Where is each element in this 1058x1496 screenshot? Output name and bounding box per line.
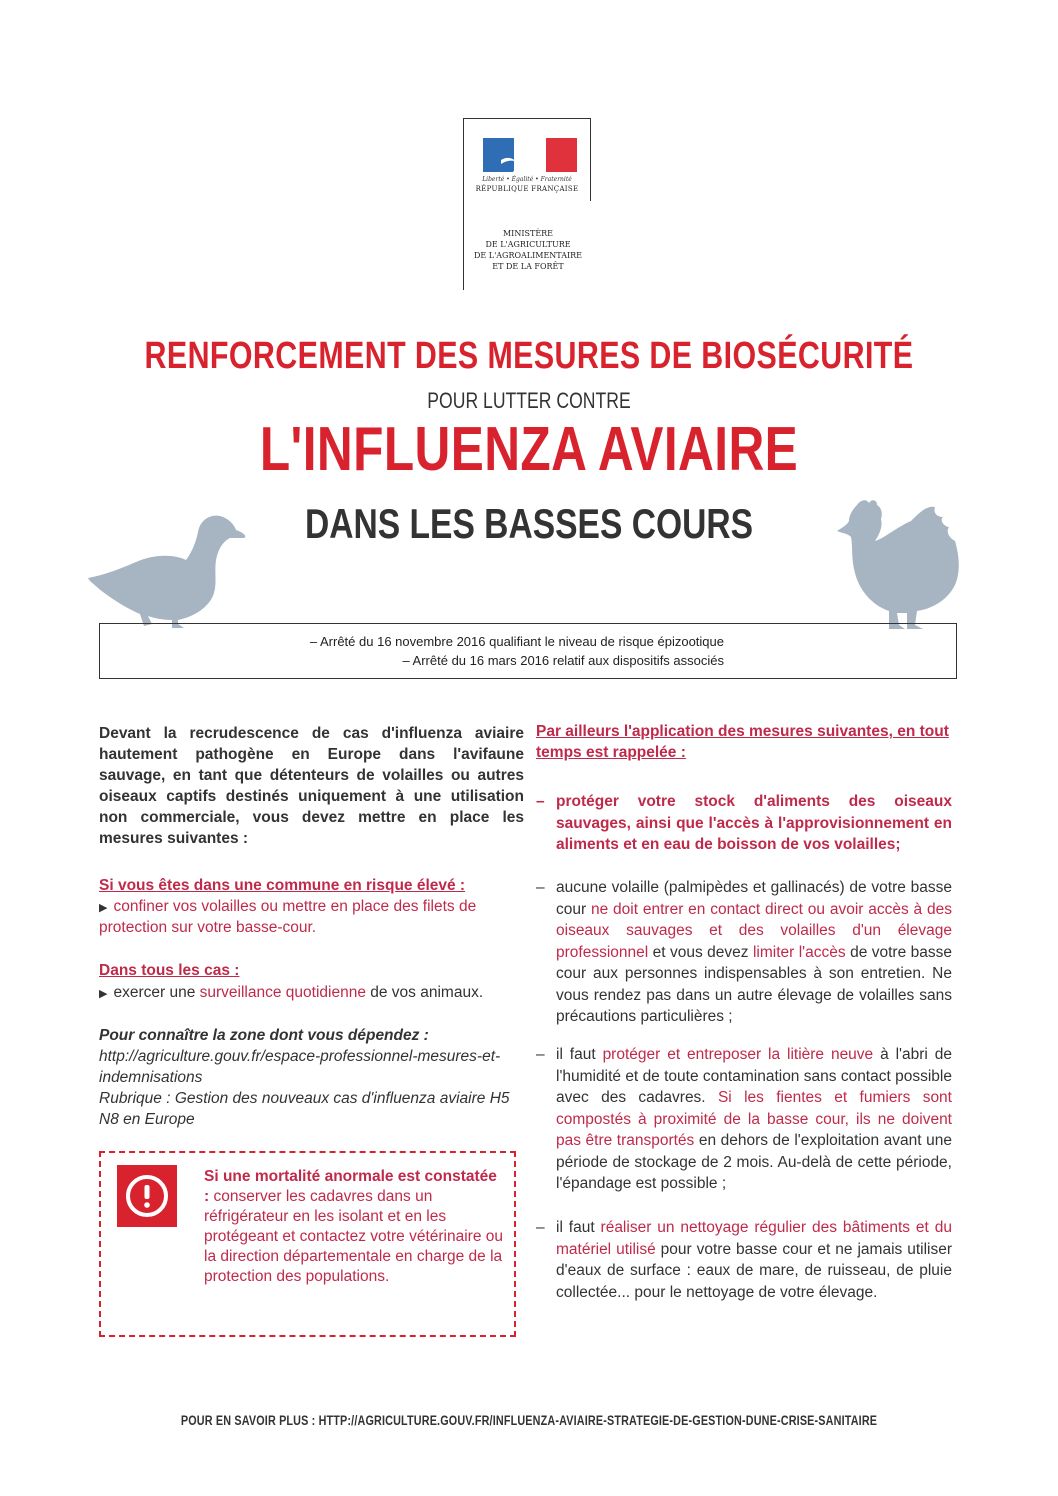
title-pour-lutter: POUR LUTTER CONTRE [427, 388, 631, 413]
right-heading: Par ailleurs l'application des mesures suivantes, en tout temps est rappelée : [536, 723, 949, 761]
arretes-box [99, 623, 957, 679]
title-biosecurite: RENFORCEMENT DES MESURES DE BIOSÉCURITÉ [144, 335, 914, 377]
zone-rubrique: Rubrique : Gestion des nouveaux cas d'influenza aviaire H5 N8 en Europe [99, 1090, 510, 1128]
measure-3c: à l'abri de l'humidité et de toute contamination sans contact possible avec des cadavres. [556, 1046, 953, 1106]
measure-4c: pour votre basse cour et ne jamais utiliser d'eaux de surface : eaux de mare, de ruisseau, de pluie collectée... pour le nettoyage de votre élevage. [556, 1240, 952, 1301]
ministere-line: DE L'AGROALIMENTAIRE [473, 251, 583, 260]
exclamation-icon [117, 1165, 177, 1227]
alert-text [204, 1167, 504, 1287]
right-column [536, 721, 953, 1301]
hen-icon [827, 497, 967, 629]
tous-item [99, 983, 483, 1004]
title-basses-cours: DANS LES BASSES COURS [304, 500, 754, 547]
measure-2d: limiter l'accès [752, 943, 846, 961]
risque-item-text: confiner vos volailles ou mettre en place des filets de protection sur votre basse-cour. [99, 898, 477, 936]
measure-item: – il faut protéger et entreposer la litière neuve à l'abri de l'humidité et de toute contamination sans contact possible avec des cadavres. Si les fientes et fumiers sont compostés à proximité de la basse cour, ils ne doivent pas être transportés en dehors de l'exploitation avant une période de stockage de 2 mois. Au-delà de cette période, l'épandage est possible ; [536, 1046, 953, 1192]
logo-ministere [465, 228, 591, 272]
title-influenza: L'INFLUENZA AVIAIRE [259, 415, 799, 484]
zone-info [99, 1025, 524, 1130]
zone-url[interactable]: http://agriculture.gouv.fr/espace-professionnel-mesures-et-indemnisations [99, 1048, 501, 1086]
measure-2b: ne doit entrer en contact direct ou avoir accès à des oiseaux sauvages et des volailles d'un élevage professionnel [556, 900, 952, 961]
ministere-line: MINISTÈRE [502, 229, 554, 238]
zone-heading: Pour connaître la zone dont vous dépendez : [99, 1027, 429, 1044]
ministry-logo [463, 118, 591, 288]
measure-2e: de votre basse cour aux personnes indispensables à son entretien. Ne vous rendez pas dans un autre élevage de volailles sans précautions particulières ; [556, 943, 953, 1025]
logo-devise: Liberté • Égalité • Fraternité [482, 176, 572, 183]
alert-bold: Si une mortalité anormale est constatée : [204, 1168, 497, 1205]
measure-item: – il faut réaliser un nettoyage régulier des bâtiments et du matériel utilisé pour votre basse cour et ne jamais utiliser d'eaux de surface : eaux de mare, de ruisseau, de pluie collectée... pour le nettoyage de votre élevage. [536, 1219, 952, 1301]
tous-item-c: de vos animaux. [365, 984, 484, 1001]
arrow-bullet-icon: ▶ [99, 988, 108, 1000]
left-column [99, 723, 524, 1128]
measure-3d: Si les fientes et fumiers sont compostés à proximité de la basse cour, ils ne doivent pas être transportés [556, 1089, 952, 1149]
tous-heading: Dans tous les cas : [99, 962, 240, 979]
footer-link[interactable]: POUR EN SAVOIR PLUS : HTTP://AGRICULTURE.GOUV.FR/INFLUENZA-AVIAIRE-STRATEGIE-DE-GESTION-DUNE-CRISE-SANITAIRE [180, 1413, 878, 1428]
arrete-line: – Arrêté du 16 novembre 2016 qualifiant le niveau de risque épizootique [309, 634, 724, 649]
measure-4b: réaliser un nettoyage régulier des bâtiments et du matériel utilisé [556, 1219, 952, 1258]
measure-3e: en dehors de l'exploitation avant une période de stockage de 2 mois. Au-delà de cette période, l'épandage est possible ; [556, 1132, 952, 1192]
measure-4a: il faut [556, 1219, 601, 1236]
measure-item: – aucune volaille (palmipèdes et gallinacés) de votre basse cour ne doit entrer en contact direct ou avoir accès à des oiseaux sauvages et des volailles d'un élevage professionnel et vous devez limiter l'accès de votre basse cour aux personnes indispensables à son entretien. Ne vous rendez pas dans un autre élevage de volailles sans précautions particulières ; [536, 879, 953, 1025]
ministere-line: ET DE LA FORÊT [492, 262, 564, 271]
marianne-flag-icon [483, 138, 577, 172]
risque-item [99, 897, 524, 938]
tous-item-a: exercer une [113, 984, 200, 1001]
arretes-list [310, 632, 724, 670]
intro-text: Devant la recrudescence de cas d'influenza aviaire hautement pathogène en Europe dans l'avifaune sauvage, en tant que détenteurs de volailles ou autres oiseaux captifs destinés uniquement à une utilisation non commerciale, vous devez mettre en place les mesures suivantes : [99, 725, 524, 847]
measure-3b: protéger et entreposer la litière neuve [602, 1046, 874, 1063]
tous-item-b: surveillance quotidienne [199, 984, 366, 1001]
measure-2a: aucune volaille (palmipèdes et gallinacés) de votre basse cour [556, 879, 952, 918]
alert-body: conserver les cadavres dans un réfrigérateur en les isolant et en les protégeant et contactez votre vétérinaire ou la direction départementale en charge de la protection des populations. [204, 1188, 503, 1285]
risque-heading: Si vous êtes dans une commune en risque élevé : [99, 877, 466, 894]
duck-icon [88, 512, 248, 632]
measure-3a: il faut [556, 1046, 603, 1063]
arrow-bullet-icon: ▶ [99, 902, 108, 914]
measure-item: – protéger votre stock d'aliments des oiseaux sauvages, ainsi que l'accès à l'approvisionnement en aliments et en eau de boisson de vos volailles; [536, 791, 952, 856]
alert-box [99, 1151, 516, 1337]
measure-2c: et vous devez [648, 943, 753, 961]
measure-1-text: protéger votre stock d'aliments des oiseaux sauvages, ainsi que l'accès à l'approvisionnement en aliments et en eau de boisson de vos volailles; [556, 793, 952, 853]
ministere-line: DE L'AGRICULTURE [485, 240, 571, 249]
logo-republique: RÉPUBLIQUE FRANÇAISE [475, 185, 579, 193]
arrete-line: – Arrêté du 16 mars 2016 relatif aux dispositifs associés [402, 653, 724, 668]
